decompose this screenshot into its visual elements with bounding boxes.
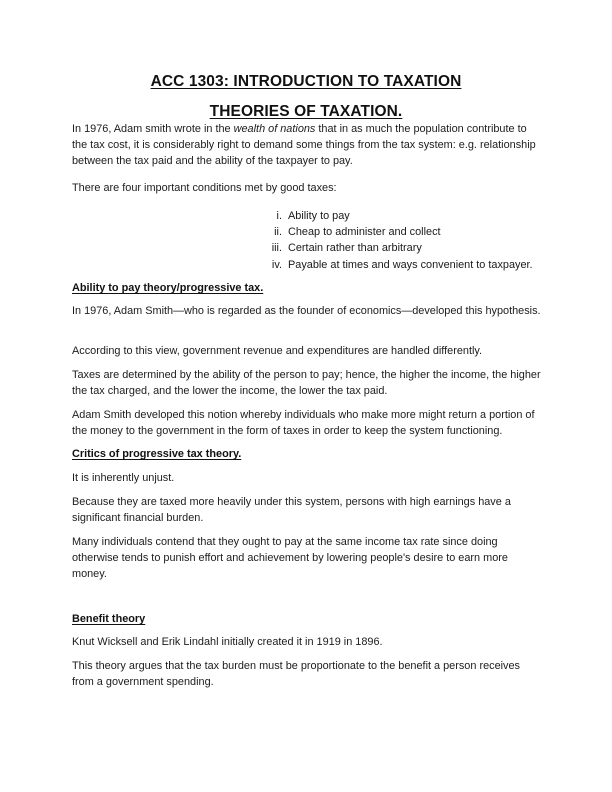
- ability-paragraph: According to this view, government revenue and expenditures are handled differently.: [72, 345, 483, 357]
- condition-number: iv.: [271, 258, 282, 271]
- document-subtitle: [0, 103, 612, 121]
- benefit-paragraph: Knut Wicksell and Erik Lindahl initially created it in 1919 in 1896.: [72, 636, 383, 648]
- condition-number: i.: [276, 210, 282, 222]
- intro-book-title: wealth of nations: [233, 123, 316, 135]
- condition-item: [254, 240, 533, 256]
- condition-text: Ability to pay: [288, 210, 350, 222]
- condition-item: [254, 224, 533, 240]
- intro-text-end: that in as much the population contribute to the tax cost, it is considerably right to demand some things from the tax system: e.g. relationship between the tax paid and the ability of the taxpayer to pay.: [72, 123, 536, 168]
- conditions-list: [254, 208, 533, 273]
- section-heading-critics: Critics of progressive tax theory.: [72, 448, 242, 460]
- conditions-intro: There are four important conditions met by good taxes:: [72, 182, 337, 194]
- benefit-paragraph: This theory argues that the tax burden must be proportionate to the benefit a person receives from a government spending.: [72, 660, 520, 689]
- intro-text-start: In 1976, Adam smith wrote in the: [72, 123, 234, 135]
- condition-item: [254, 257, 533, 273]
- critics-paragraph: It is inherently unjust.: [72, 472, 175, 484]
- document-subtitle-text: THEORIES OF TAXATION.: [209, 103, 403, 120]
- document-title-text: ACC 1303: INTRODUCTION TO TAXATION: [150, 73, 462, 90]
- condition-text: Payable at times and ways convenient to taxpayer.: [288, 258, 533, 271]
- critics-paragraph: Many individuals contend that they ought to pay at the same income tax rate since doing otherwise tends to punish effort and achievement by lowering people's desire to earn more money.: [72, 536, 508, 581]
- condition-text: Certain rather than arbitrary: [288, 242, 422, 255]
- condition-text: Cheap to administer and collect: [288, 226, 441, 239]
- intro-paragraph: [72, 121, 542, 170]
- condition-number: ii.: [274, 226, 282, 239]
- section-heading-benefit-theory: Benefit theory: [72, 613, 146, 625]
- document-title: [0, 73, 612, 91]
- condition-number: iii.: [271, 242, 282, 255]
- section-heading-ability-to-pay: Ability to pay theory/progressive tax.: [72, 282, 264, 294]
- ability-paragraph: In 1976, Adam Smith—who is regarded as the founder of economics—developed this hypothesis.: [72, 305, 541, 317]
- ability-paragraph: Adam Smith developed this notion whereby individuals who make more might return a portion of the money to the government in the form of taxes in order to keep the system functioning.: [72, 409, 535, 438]
- ability-paragraph: Taxes are determined by the ability of the person to pay; hence, the higher the income, the higher the tax charged, and the lower the income, the lower the tax paid.: [72, 369, 541, 398]
- condition-item: [254, 208, 533, 224]
- critics-paragraph: Because they are taxed more heavily under this system, persons with high earnings have a significant financial burden.: [72, 496, 511, 525]
